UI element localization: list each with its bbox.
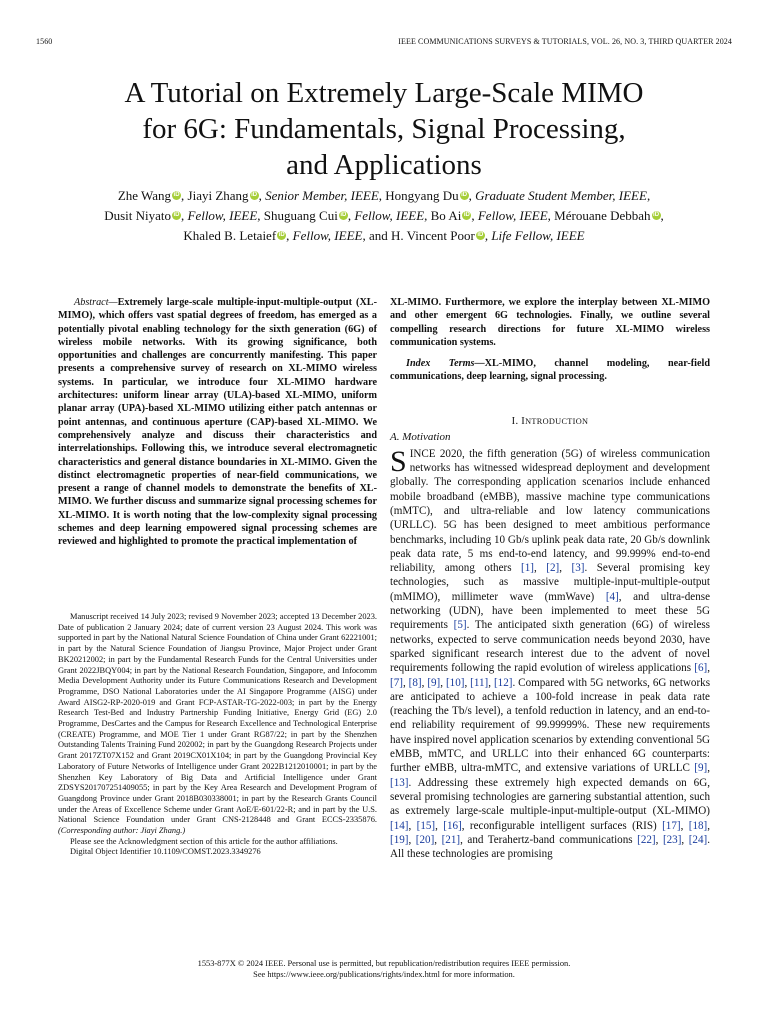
author-name: Khaled B. Letaief [183,228,277,243]
citation-link[interactable]: [6] [694,662,708,675]
copyright-line: 1553-877X © 2024 IEEE. Personal use is permitted, but republication/redistribution requires IEEE permission. [197,959,571,968]
abstract-text: Extremely large-scale multiple-input-multiple-output (XL-MIMO), which offers vast spatial degrees of freedom, has emerged as a potentially pivotal enabling technology for the sixth generation (6G) of wireless mobile networks. With its growing significance, both opportunities and challenges are concurrently manifesting. This paper presents a comprehensive survey of research on XL-MIMO wireless systems. In particular, we introduce four XL-MIMO hardware architectures: uniform linear array (ULA)-based XL-MIMO, uniform planar array (UPA)-based XL-MIMO utilizing either patch antennas or point antennas, and continuous aperture (CAP)-based XL-MIMO. We comprehensively analyze and discuss their characteristics and interrelationships. Following this, we introduce several electromagnetic characteristics and general distance boundaries in XL-MIMO. Given the distinct electromagnetic properties of near-field communications, we present a range of channel models to demonstrate the benefits of XL-MIMO. We further discuss and summarize signal processing schemes for XL-MIMO. It is worth noting that the low-complexity signal processing schemes and deep learning empowered signal processing schemes are reviewed and highlighted to promote the practical implementation of [58,297,377,548]
citation-link[interactable]: [23] [662,833,682,846]
citation-link[interactable]: [18] [688,819,708,832]
index-terms-lead: Index Terms— [406,358,485,370]
body-text: . The anticipated sixth generation (6G) of wireless networks, expected to serve communication needs beyond 2030, have sparked significant research interest due to the advent of novel requirements following the rapid evolution of wireless applications [390,619,711,675]
body-text: . Several promising key technologies, such as massive multiple-input-multiple-output (mMIMO), millimeter wave (mmWave) [390,562,711,603]
footnote-affiliations: Please see the Acknowledgment section of this article for the author affiliations. [70,836,338,846]
citation-link[interactable]: [10] [445,676,465,689]
citation-link[interactable]: [7] [390,676,403,689]
author-role: Senior Member, IEEE [265,188,379,203]
subsection-heading-motivation: A. Motivation [390,430,451,443]
author-name: Jiayi Zhang [187,188,249,203]
author-role: Graduate Student Member, IEEE [475,188,647,203]
section-numeral: I. I [511,415,526,427]
citation-link[interactable]: [1] [521,562,534,575]
drop-cap: S [390,444,407,478]
orcid-icon[interactable]: iD [173,192,180,198]
citation-link[interactable]: [17] [662,819,681,832]
index-terms [390,357,710,384]
citation-link[interactable]: [21] [441,833,461,846]
citation-link[interactable]: [4] [605,590,619,603]
title-line-1: A Tutorial on Extremely Large-Scale MIMO [124,77,644,109]
left-column [58,296,377,549]
author-name: Shuguang Cui [263,208,338,223]
citation-link[interactable]: [9] [427,676,441,689]
running-header [36,37,732,46]
body-text: . Addressing these extremely high expected demands on 6G, several promising technologies are garnering substantial attention, such as extremely large-scale multiple-input-multiple-output (XL-MIMO) [390,776,710,818]
author-name: Zhe Wang [117,188,172,203]
footnote-funding-text: Manuscript received 14 July 2023; revised 9 November 2023; accepted 13 December 2023. Date of publication 2 January 2024; date of current version 23 August 2024. This work was supported in part by the National Natural Science Foundation of China under Grant 62221001; in part by the Natural Science Foundation of Jiangsu Province, Major Project under Grant BK20212002; in part by the Fundamental Research Funds for the Central Universities under Grant 2022JBQY004; in part by the National Research Foundation, Singapore, and Infocomm Media Development Authority under its Future Communications Research and Development Programme, DSO National Laboratories under the AI Singapore Programme (AISG) under Award AISG2-RP-2020-019 and Grant FCP-ASTAR-TG-2022-003; in part by the Energy Research Test-Bed and Industry Partnership Funding Initiative, Energy Grid (EG) 2.0 Programme, DesCartes and the Campus for Research Excellence and Technological Enterprise (CREATE) Programme, and MOE Tier 1 under Grant RG87/22; in part by the Shenzhen Outstanding Talents Training Fund 202002; in part by the Guangdong Research Projects under Grant 2017ZT07X152 and Grant 2019CX01X104; in part by the Guangdong Provincial Key Laboratory of Future Networks of Intelligence under Grant 2022B1212010001; in part by the Shenzhen Key Laboratory of Big Data and Artificial Intelligence under Grant ZDSYS201707251409055; in part by the Key Area Research and Development Program of Guangdong Province under Grant 2018B030338001; in part by the Research Grants Council under the Areas of Excellence Scheme under Grant AoE/E-601/22-R; and in part by the U.S. National Science Foundation under Grant CNS-2128448 and Grant ECCS-2335876. [58,612,377,825]
body-text: , and ultra-dense networking (UDN), have been implemented to meet these 5G requirements [390,590,710,632]
author-name: H. Vincent Poor [390,228,475,243]
citation-link[interactable]: [11] [470,676,489,689]
author-role: Fellow, IEEE [187,208,258,223]
citation-link[interactable]: [9] [694,762,708,775]
abstract [58,296,377,549]
body-text: , reconfigurable intelligent surfaces (RIS) [461,819,663,832]
right-column [390,296,710,861]
paper-title [40,75,728,183]
corresponding-author: (Corresponding author: Jiayi Zhang.) [58,826,186,836]
page-number: 1560 [36,37,53,46]
author-role: Fellow, IEEE [477,208,548,223]
citation-link[interactable]: [12] [493,676,513,689]
manuscript-footnote [58,612,377,858]
orcid-icon[interactable]: iD [340,212,347,218]
orcid-icon[interactable]: iD [251,192,258,198]
citation-link[interactable]: [13] [390,776,409,789]
citation-link[interactable]: [14] [390,819,409,832]
footnote-doi: Digital Object Identifier 10.1109/COMST.2023.3349276 [70,847,261,857]
citation-link[interactable]: [24] [688,833,708,846]
orcid-icon[interactable]: iD [653,212,660,218]
index-terms-text: XL-MIMO, channel modeling, near-field communications, deep learning, signal processing. [390,358,710,383]
author-list [40,186,728,246]
footnote-funding [58,612,377,837]
author-role: Fellow, IEEE [292,228,363,243]
abstract-continuation: XL-MIMO. Furthermore, we explore the interplay between XL-MIMO and other emergent 6G technologies. Finally, we outline several compelling research directions for future XL-MIMO wireless communication systems. [390,297,710,348]
citation-link[interactable]: [22] [637,833,656,846]
body-text: . All these technologies are promising [390,833,710,861]
citation-link[interactable]: [15] [416,819,436,832]
author-role: Fellow, IEEE [354,208,425,223]
journal-name: IEEE COMMUNICATIONS SURVEYS & TUTORIALS, VOL. 26, NO. 3, THIRD QUARTER 2024 [398,37,732,46]
citation-link[interactable]: [16] [443,819,462,832]
citation-link[interactable]: [8] [408,676,422,689]
author-name: Mérouane Debbah [554,208,651,223]
orcid-icon[interactable]: iD [463,212,470,218]
author-line-2: Dusit Niyato iD , Fellow, IEEE, Shuguang Cui iD , Fellow, IEEE, Bo Ai iD , Fellow, IEEE, Mérouane Debbah iD , [104,208,664,223]
orcid-icon[interactable]: iD [477,232,484,238]
abstract-lead: Abstract— [74,297,118,308]
section-name: NTRODUCTION [525,416,589,426]
orcid-icon[interactable]: iD [278,232,285,238]
title-line-3: and Applications [286,149,482,181]
copyright-footer [0,958,768,980]
citation-link[interactable]: [3] [571,562,585,575]
author-name: Bo Ai [430,208,462,223]
citation-link[interactable]: [19] [390,833,409,846]
body-text: , and Terahertz-band communications [460,833,638,846]
orcid-icon[interactable]: iD [173,212,180,218]
author-role: Life Fellow, IEEE [491,228,585,243]
author-name: Hongyang Du [385,188,459,203]
section-heading-introduction [390,416,710,427]
title-line-2: for 6G: Fundamentals, Signal Processing, [142,113,626,145]
intro-paragraph: SINCE 2020, the fifth generation (5G) of wireless communication networks has witnessed widespread deployment and development globally. The corresponding application scenarios include enhanced mobile broadband (eMBB), massive machine type communications (mMTC), and ultra-reliable and low latency communications (URLLC). 5G has been designed to meet ambitious performance benchmarks, including 10 Gb/s uplink peak data rate, 20 Gb/s downlink peak data rate, 5 ms end-to-end latency, and 99.999% end-to-end reliability, among others [1], [2], [3]. Several promising key technologies, such as massive multiple-input-multiple-output (mMIMO), millimeter wave (mmWave) [4], and ultra-dense networking (UDN), have been implemented to meet these 5G requirements [5]. The anticipated sixth generation (6G) of wireless networks, expected to serve communication needs beyond 2030, have sparked significant research interest due to the advent of novel requirements following the rapid evolution of wireless applications [6], [7], [8], [9], [10], [11], [12]. Compared with 5G networks, 6G networks are anticipated to achieve a 100-fold increase in peak data rate (reaching the Tb/s level), a tenfold reduction in latency, and an end-to-end reliability requirement of 99.99999%. These new requirements have inspired novel application scenarios by extending conventional 5G eMBB, mMTC, and URLLC into their enhanced 6G counterparts: further eMBB, ultra-mMTC, and extensive variations of URLLC [9], [13]. Addressing these extremely high expected demands on 6G, several promising technologies are garnering substantial attention, such as extremely large-scale multiple-input-multiple-output (XL-MIMO) [14], [15], [16], reconfigurable intelligent surfaces (RIS) [17], [18], [19], [20], [21], and Terahertz-band communications [22], [23], [24]. All these technologies are promising [390,444,711,861]
author-line-1: Zhe Wang iD , Jiayi Zhang iD , Senior Member, IEEE, Hongyang Du iD , Graduate Student Member, IEEE, [117,188,651,203]
author-name: Dusit Niyato [104,208,171,223]
orcid-icon[interactable]: iD [461,192,468,198]
rights-link[interactable]: See https://www.ieee.org/publications/rights/index.html for more information. [253,970,515,979]
citation-link[interactable]: [2] [546,562,560,575]
citation-link[interactable]: [5] [453,619,467,632]
author-line-3: Khaled B. Letaief iD , Fellow, IEEE, and H. Vincent Poor iD , Life Fellow, IEEE [183,228,585,243]
body-text: . Compared with 5G networks, 6G networks are anticipated to achieve a 100-fold increase in peak data rate (reaching the Tb/s level), a tenfold reduction in latency, and an end-to-end reliability requirement of 99.99999%. These new requirements have inspired novel application scenarios by extending conventional 5G eMBB, mMTC, and URLLC into their enhanced 6G counterparts: further eMBB, ultra-mMTC, and extensive variations of URLLC [390,676,711,775]
citation-link[interactable]: [20] [415,833,435,846]
body-text: INCE 2020, the fifth generation (5G) of wireless communication networks has witnessed widespread deployment and development globally. The corresponding application scenarios include enhanced mobile broadband (eMBB), massive machine type communications (mMTC), and ultra-reliable and low latency communications (URLLC). 5G has been designed to meet ambitious performance benchmarks, including 10 Gb/s uplink peak data rate, 20 Gb/s downlink peak data rate, 5 ms end-to-end latency, and 99.999% end-to-end reliability, among others [390,447,710,575]
